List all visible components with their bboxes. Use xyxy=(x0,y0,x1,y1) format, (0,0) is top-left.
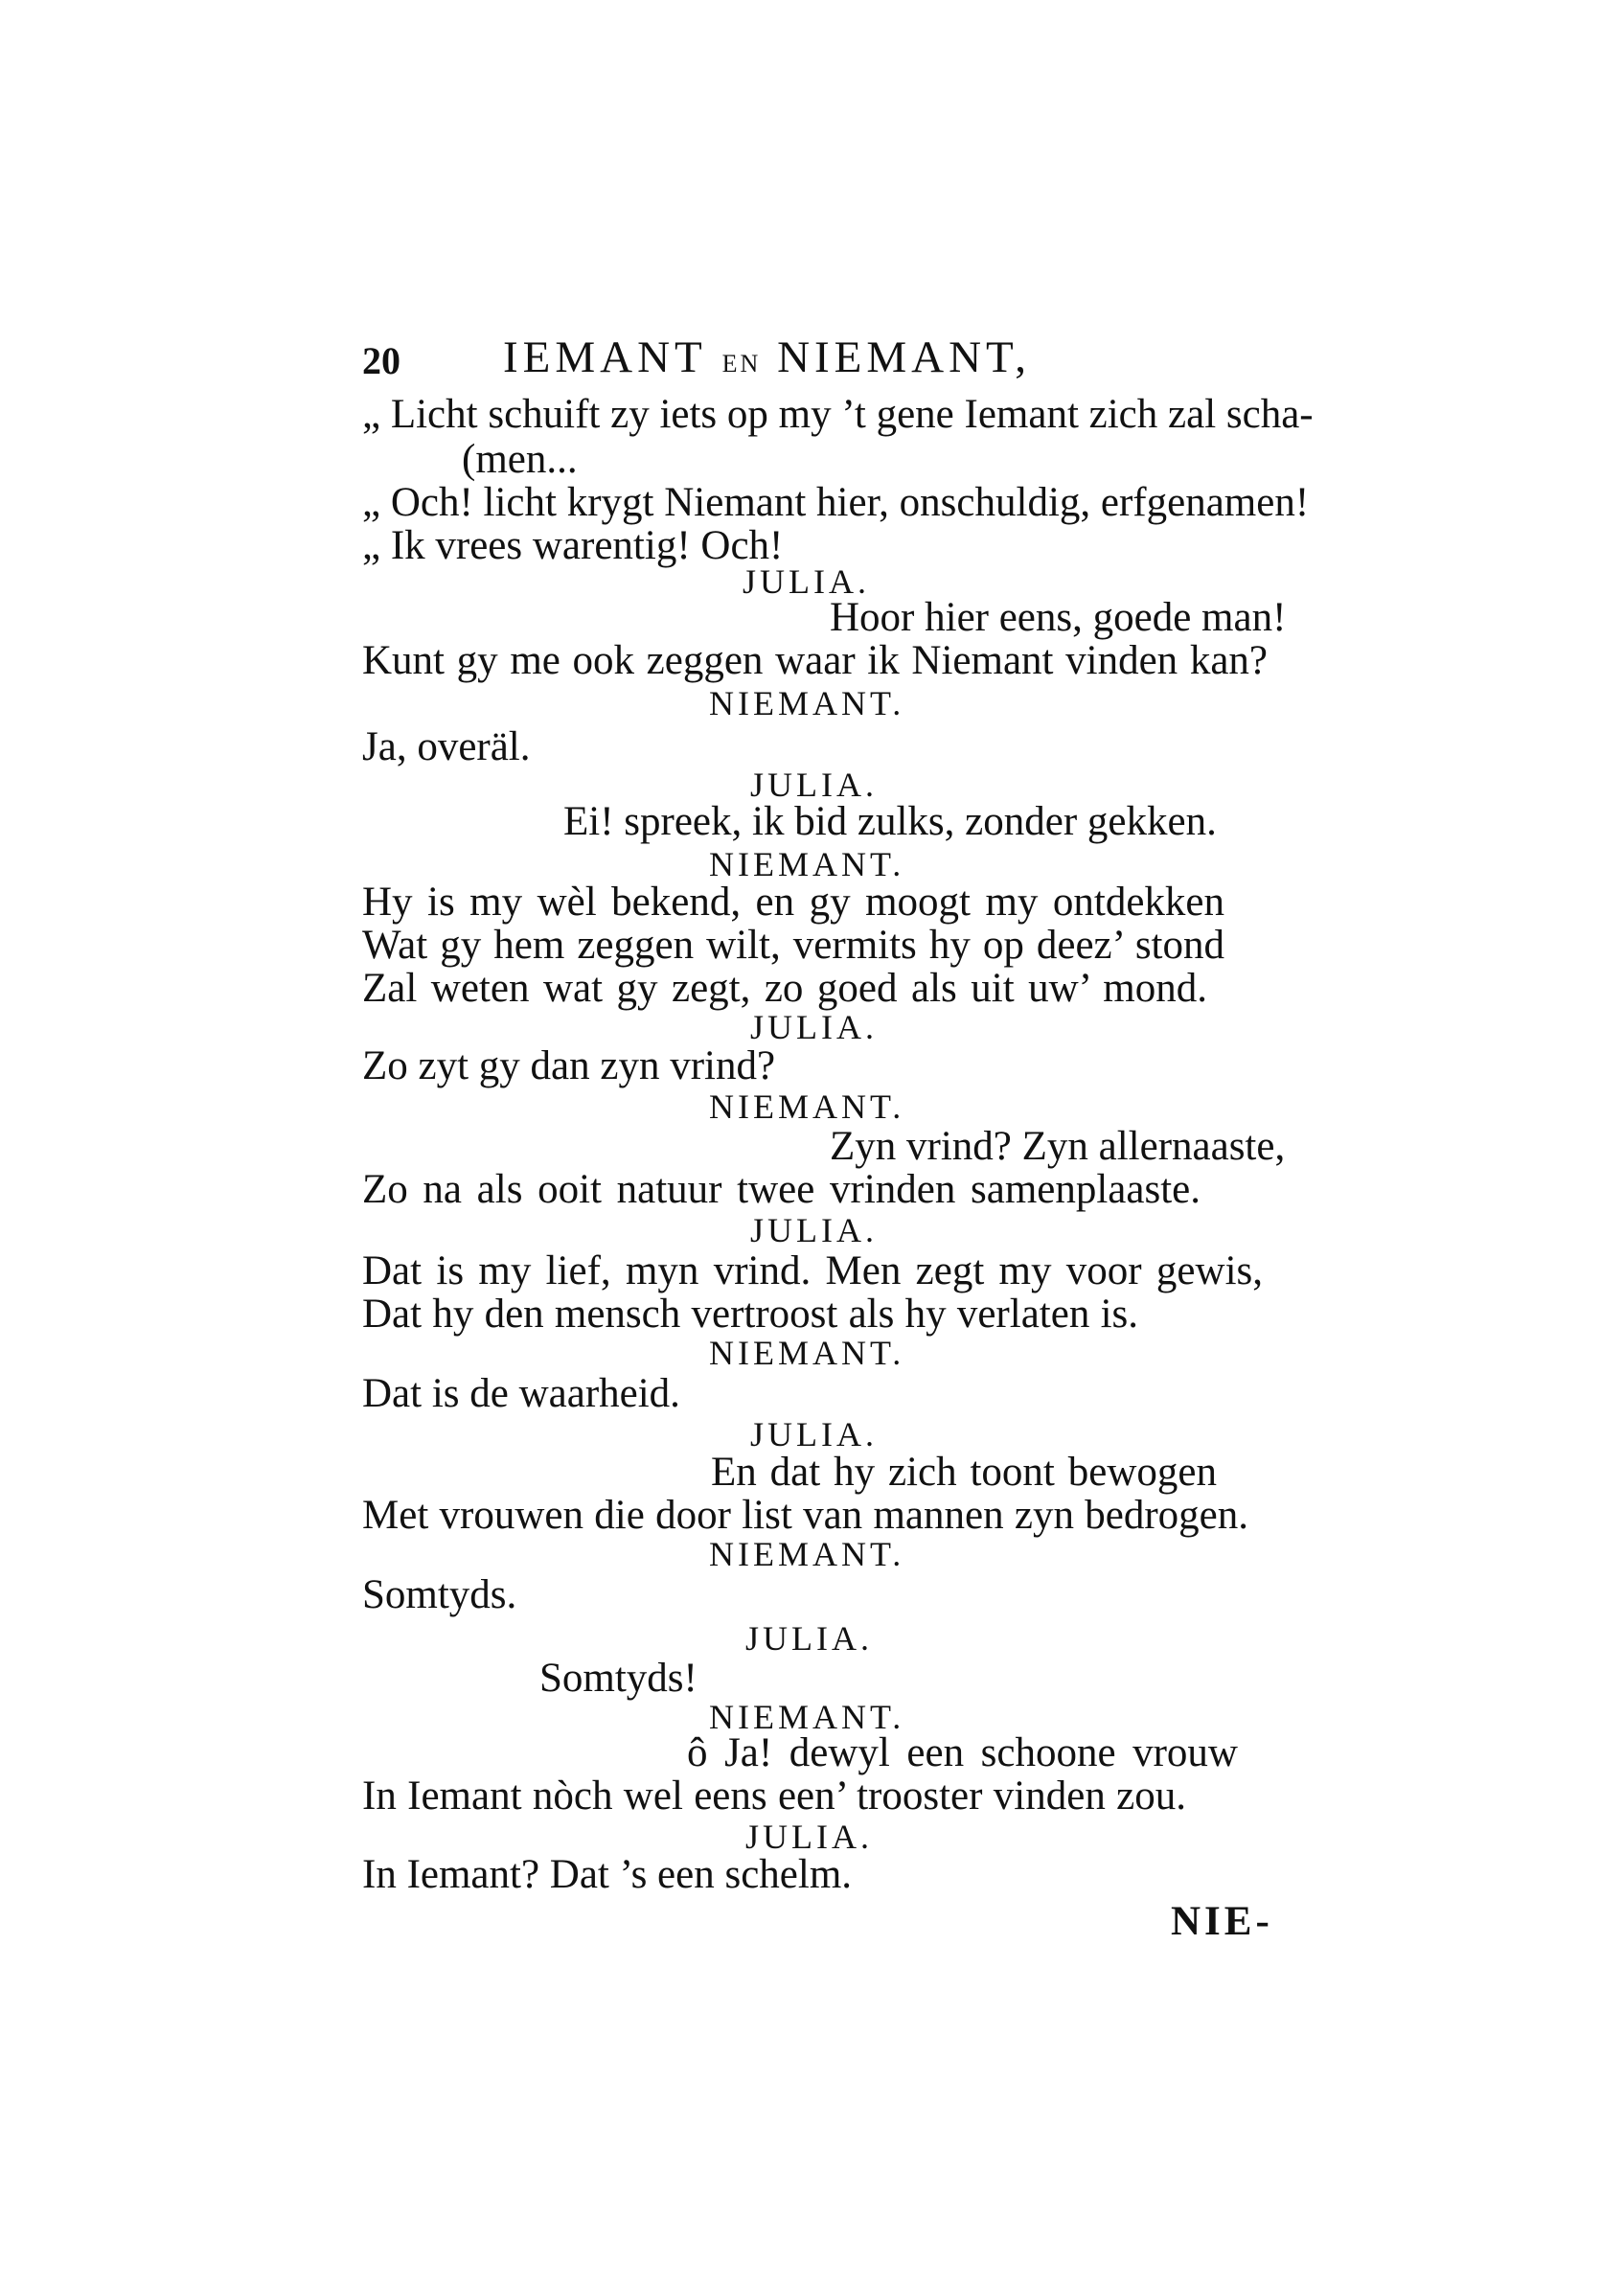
verse-line: „ Och! licht krygt Niemant hier, onschuldig, erfgenamen! xyxy=(362,480,1310,525)
verse-line: Dat is de waarheid. xyxy=(362,1371,680,1416)
speaker-name: NIEMANT. xyxy=(709,1334,905,1372)
speaker-name: JULIA. xyxy=(750,766,878,804)
verse-line: In Iemant? Dat ’s een schelm. xyxy=(362,1852,853,1897)
verse-line: Ja, overäl. xyxy=(362,724,531,769)
verse-line: (men... xyxy=(462,437,578,482)
verse-line: Somtyds. xyxy=(362,1572,517,1617)
verse-line: In Iemant nòch wel eens een’ trooster vinden zou. xyxy=(362,1773,1186,1819)
verse-line: Kunt gy me ook zeggen waar ik Niemant vinden kan? xyxy=(362,638,1268,683)
speaker-name: NIEMANT. xyxy=(709,684,905,722)
verse-line: Zal weten wat gy zegt, zo goed als uit uw’ mond. xyxy=(362,966,1207,1011)
verse-line: ô Ja! dewyl een schoone vrouw xyxy=(687,1730,1238,1775)
catchword: NIE- xyxy=(1171,1899,1273,1944)
verse-line: Dat hy den mensch vertroost als hy verlaten is. xyxy=(362,1292,1138,1337)
speaker-name: JULIA. xyxy=(750,1415,878,1453)
speaker-name: NIEMANT. xyxy=(709,845,905,883)
speaker-name: JULIA. xyxy=(743,562,870,601)
running-head-en: EN xyxy=(721,350,762,378)
speaker-name: JULIA. xyxy=(750,1211,878,1249)
speaker-name: JULIA. xyxy=(745,1619,873,1658)
running-head-part2: NIEMANT, xyxy=(777,332,1032,382)
verse-line: „ Ik vrees warentig! Och! xyxy=(362,523,784,568)
speaker-name: JULIA. xyxy=(750,1008,878,1046)
speaker-name: JULIA. xyxy=(745,1818,873,1856)
speaker-name: NIEMANT. xyxy=(709,1535,905,1573)
verse-line: Hy is my wèl bekend, en gy moogt my ontdekken xyxy=(362,880,1224,925)
verse-line: Somtyds! xyxy=(539,1656,698,1701)
verse-line: En dat hy zich toont bewogen xyxy=(711,1450,1217,1495)
running-head xyxy=(503,331,1031,391)
verse-line: „ Licht schuift zy iets op my ’t gene Iemant zich zal scha- xyxy=(362,392,1314,437)
verse-line: Ei! spreek, ik bid zulks, zonder gekken. xyxy=(563,799,1217,844)
speaker-name: NIEMANT. xyxy=(709,1698,905,1736)
verse-line: Wat gy hem zeggen wilt, vermits hy op deez’ stond xyxy=(362,923,1224,968)
verse-line: Zyn vrind? Zyn allernaaste, xyxy=(830,1124,1286,1169)
verse-line: Zo na als ooit natuur twee vrinden samenplaaste. xyxy=(362,1167,1201,1212)
page-number: 20 xyxy=(362,339,400,382)
verse-line: Met vrouwen die door list van mannen zyn bedrogen. xyxy=(362,1493,1248,1538)
speaker-name: NIEMANT. xyxy=(709,1087,905,1126)
verse-line: Hoor hier eens, goede man! xyxy=(830,595,1287,640)
running-head-part1: IEMANT xyxy=(503,332,706,382)
verse-line: Dat is my lief, myn vrind. Men zegt my voor gewis, xyxy=(362,1248,1263,1293)
verse-line: Zo zyt gy dan zyn vrind? xyxy=(362,1043,776,1088)
